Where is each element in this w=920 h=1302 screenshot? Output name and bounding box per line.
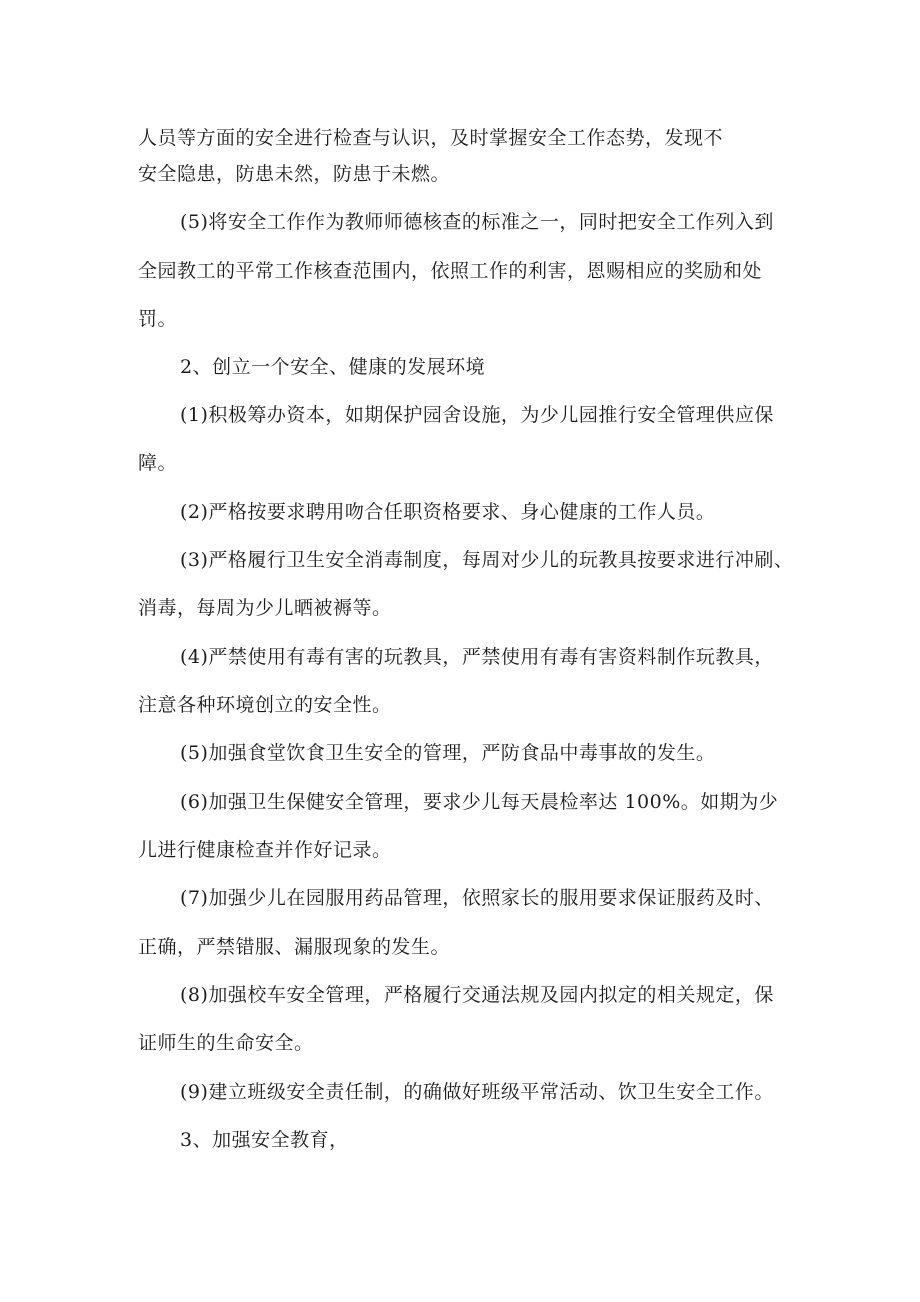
paragraph-line: (3)严格履行卫生安全消毒制度，每周对少儿的玩教具按要求进行冲刷、 [180,549,794,571]
section-heading: 3、加强安全教育， [180,1129,349,1151]
paragraph-line: (7)加强少儿在园服用药品管理，依照家长的服用要求保证服药及时、 [180,887,774,909]
section-heading: 2、创立一个安全、健康的发展环境 [180,356,486,378]
body-text-line: 罚。 [138,308,178,330]
paragraph-line: (8)加强校车安全管理，严格履行交通法规及园内拟定的相关规定，保 [180,984,774,1006]
paragraph-line: (2)严格按要求聘用吻合任职资格要求、身心健康的工作人员。 [180,501,716,523]
paragraph-line: (5)加强食堂饮食卫生安全的管理，严防食品中毒事故的发生。 [180,742,716,764]
body-text-line: 安全隐患，防患未然，防患于未燃。 [138,163,451,185]
body-text-line: 注意各种环境创立的安全性。 [138,694,392,716]
body-text-line: 障。 [138,452,178,474]
body-text-line: 正确，严禁错服、漏服现象的发生。 [138,936,451,958]
body-text-line: 消毒，每周为少儿晒被褥等。 [138,597,392,619]
body-text-line: 证师生的生命安全。 [138,1032,314,1054]
paragraph-line: (9)建立班级安全责任制，的确做好班级平常活动、饮卫生安全工作。 [180,1081,774,1103]
paragraph-line: (1)积极筹办资本，如期保护园舍设施，为少儿园推行安全管理供应保 [180,404,774,426]
paragraph-line: (5)将安全工作作为教师师德核查的标准之一，同时把安全工作列入到 [180,211,774,233]
paragraph-line: (6)加强卫生保健安全管理，要求少儿每天晨检率达 100%。如期为少 [180,791,779,813]
paragraph-line: (4)严禁使用有毒有害的玩教具，严禁使用有毒有害资料制作玩教具， [180,646,774,668]
body-text-line: 人员等方面的安全进行检查与认识，及时掌握安全工作态势，发现不 [138,127,724,149]
body-text-line: 儿进行健康检查并作好记录。 [138,839,392,861]
body-text-line: 全园教工的平常工作核查范围内，依照工作的利害，恩赐相应的奖励和处 [138,260,763,282]
